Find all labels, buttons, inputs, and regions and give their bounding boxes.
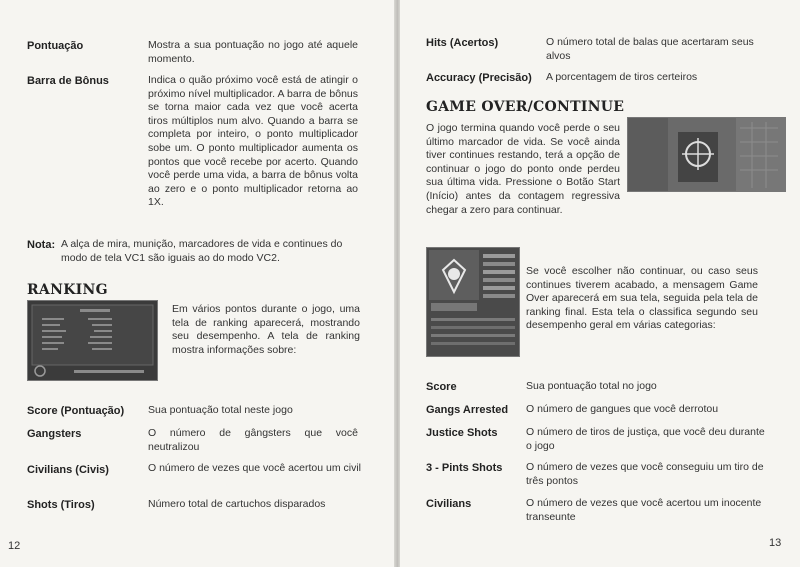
final-ranking-art: [427, 248, 519, 356]
right-page: [400, 0, 800, 567]
desc-3-pints-shots: O número de vezes que você conseguiu um tiro de três pontos: [526, 461, 764, 487]
desc-gangs-arrested: O número de gangues que você derrotou: [526, 403, 719, 415]
ranking-screen-image: [27, 300, 158, 381]
term-score-pontuacao: Score (Pontuação): [27, 405, 125, 417]
gameover-heading: GAME OVER/CONTINUE: [426, 99, 625, 115]
desc-civilians: O número de vezes que você acertou um inocente transeunte: [526, 497, 762, 523]
term-3-pints-shots: 3 - Pints Shots: [426, 462, 503, 474]
term-pontuacao: Pontuação: [27, 40, 84, 52]
continue-screenshot-art: [628, 118, 785, 191]
term-gangsters: Gangsters: [27, 428, 82, 440]
desc-barra-bonus: Indica o quão próximo você está de atingir o próximo nível multiplicador. A barra de bônus se torna maior cada vez que você acerta tiros múltiplos num alvo. Quando a barra se completa por inteiro, o ponto multiplicador sobe um. O ponto multiplicador aumenta os pontos que você recebe por acerto. Quando você perde uma vida, a barra de bônus volta ao zero e o ponto multiplicador retorna ao 1X.: [148, 74, 358, 209]
desc-hits: O número total de balas que acertaram seus alvos: [546, 36, 754, 62]
term-shots-tiros: Shots (Tiros): [27, 499, 95, 511]
final-ranking-image: [426, 247, 520, 357]
term-accuracy: Accuracy (Precisão): [426, 72, 532, 84]
ranking-heading: RANKING: [27, 282, 108, 298]
desc-score: Sua pontuação total no jogo: [526, 380, 657, 392]
nota-text: A alça de mira, munição, marcadores de vida e continues do modo de tela VC1 são iguais ao do modo VC2.: [61, 238, 343, 264]
nota-label: Nota:: [27, 239, 56, 251]
continue-text: Se você escolher não continuar, ou caso seus continues tiverem acabado, a mensagem Game Over aparecerá em sua tela, seguida pela tela de ranking final. Esta tela o classifica segundo seu desempenho geral em várias categorias:: [526, 265, 758, 332]
desc-civilians-civis: O número de vezes que você acertou um civil: [148, 462, 362, 474]
desc-score-pontuacao: Sua pontuação total neste jogo: [148, 404, 293, 416]
ranking-text: Em vários pontos durante o jogo, uma tela de ranking aparecerá, mostrando seu desempenho. A tela de ranking mostra informações sobre:: [172, 303, 360, 356]
page-number-right: 13: [769, 537, 782, 549]
term-gangs-arrested: Gangs Arrested: [426, 404, 509, 416]
term-civilians: Civilians: [426, 498, 472, 510]
term-barra-bonus: Barra de Bônus: [27, 75, 109, 87]
left-page: [0, 0, 396, 567]
desc-shots-tiros: Número total de cartuchos disparados: [148, 498, 326, 510]
term-justice-shots: Justice Shots: [426, 427, 498, 439]
desc-justice-shots: O número de tiros de justiça, que você deu durante o jogo: [526, 426, 765, 452]
term-score: Score: [426, 381, 457, 393]
ranking-screenshot-art: [28, 301, 157, 380]
term-civilians-civis: Civilians (Civis): [27, 464, 109, 476]
gameover-text: O jogo termina quando você perde o seu último marcador de vida. Se você ainda tiver continues restando, terá a opção de continuar o jogo do ponto onde perdeu sua última vida. Pressione o Botão Start (Início) antes da contagem regressiva chegar a zero para continuar.: [426, 122, 620, 216]
desc-pontuacao: Mostra a sua pontuação no jogo até aquele momento.: [148, 39, 358, 65]
page-number-left: 12: [8, 540, 21, 552]
desc-gangsters: O número de gângsters que você neutralizou: [148, 427, 358, 453]
term-hits: Hits (Acertos): [426, 37, 499, 49]
continue-screen-image: [627, 117, 786, 192]
desc-accuracy: A porcentagem de tiros certeiros: [546, 71, 698, 83]
